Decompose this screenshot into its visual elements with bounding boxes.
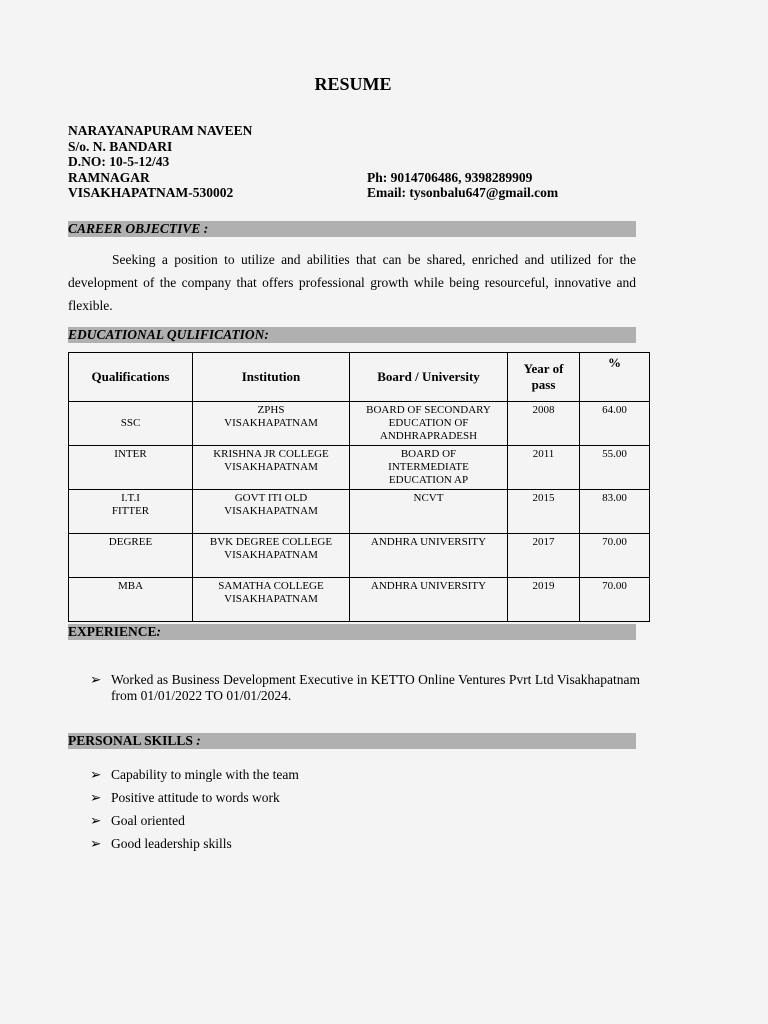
percent-cell-line: 64.00 [602,404,627,416]
institution-cell-line: KRISHNA JR COLLEGE [213,448,329,460]
board-cell-line [352,562,505,575]
qualification-cell-line: INTER [114,448,147,460]
percent-cell [580,534,650,578]
institution-cell-line: GOVT ITI OLD [234,492,308,504]
board-cell-line [352,518,505,531]
arrowhead-bullet-icon: ➢ [90,767,102,782]
experience-heading [68,624,636,640]
contact-block [68,123,636,201]
parent-name: S/o. N. BANDARI [68,138,173,154]
header-year-line2: pass [531,377,556,392]
table-row [69,446,650,490]
table-row [69,578,650,622]
phone-numbers: Ph: 9014706486, 9398289909 [367,169,533,185]
board-cell-line [352,593,505,606]
personal-skills-heading [68,733,636,749]
qualification-cell-line [71,549,190,562]
board-cell [350,534,508,578]
year-cell [508,534,580,578]
board-cell-line: EDUCATION OF [388,417,469,429]
page-title: RESUME [314,74,392,94]
year-cell-line: 2015 [532,492,555,504]
skill-item-text: Capability to mingle with the team [111,767,299,782]
institution-cell-line: VISAKHAPATNAM [224,505,318,517]
board-cell [350,490,508,534]
board-cell-line [352,549,505,562]
table-header-row [69,353,650,402]
institution-cell-line: ZPHS [257,404,285,416]
institution-cell [193,534,350,578]
board-cell-line: ANDHRA UNIVERSITY [370,536,487,548]
skill-item [90,790,640,813]
header-percent: % [580,353,650,402]
candidate-name: NARAYANAPURAM NAVEEN [68,123,253,138]
percent-cell-line: 55.00 [602,448,627,460]
qualification-cell-line: I.T.I [121,492,140,504]
table-row [69,490,650,534]
qualification-cell-line: SSC [120,417,141,429]
table-row [69,534,650,578]
experience-item-text: Worked as Business Development Executive in KETTO Online Ventures Pvrt Ltd Visakhapatnam from 01/01/2022 TO 01/01/2024. [111,672,640,703]
header-year [508,353,580,402]
year-cell [508,490,580,534]
year-cell [508,446,580,490]
institution-cell-line: BVK DEGREE COLLEGE [209,536,333,548]
year-cell [508,578,580,622]
qualification-cell-line [71,461,190,474]
board-cell-line: BOARD OF SECONDARY [366,404,491,416]
arrowhead-bullet-icon: ➢ [90,813,102,828]
education-heading: EDUCATIONAL QULIFICATION: [68,327,636,343]
career-objective-text: Seeking a position to utilize and abilities that can be shared, enriched and utilized for the development of the company that offers professional growth while being resourceful, innovative and flexible. [68,252,636,313]
qualification-cell [69,490,193,534]
door-number: D.NO: 10-5-12/43 [68,154,170,169]
percent-cell-line: 70.00 [602,580,627,592]
qualification-cell [69,402,193,446]
header-qualifications: Qualifications [69,353,193,402]
board-cell-line: BOARD OF [400,448,457,460]
qualification-cell [69,534,193,578]
skill-item-text: Positive attitude to words work [111,790,280,805]
experience-item [90,672,640,704]
institution-cell-line: SAMATHA COLLEGE [218,580,324,592]
year-cell-line: 2011 [532,448,555,460]
address-city: VISAKHAPATNAM-530002 [68,185,234,200]
skills-heading-colon: : [192,733,201,748]
percent-cell [580,446,650,490]
personal-skills-list [90,767,640,859]
institution-cell-line: VISAKHAPATNAM [224,593,318,605]
skill-item [90,767,640,790]
qualification-cell-line: MBA [117,580,144,592]
board-cell-line: ANDHRA UNIVERSITY [370,580,487,592]
board-cell [350,578,508,622]
qualification-cell-line: FITTER [111,505,150,517]
institution-cell-line: VISAKHAPATNAM [224,417,318,429]
institution-cell [193,490,350,534]
institution-cell [193,446,350,490]
year-cell-line: 2008 [532,404,555,416]
qualification-cell [69,578,193,622]
qualification-cell-line [71,593,190,606]
institution-cell [193,402,350,446]
year-cell-line: 2017 [532,536,555,548]
arrowhead-bullet-icon: ➢ [90,836,102,851]
institution-cell-line: VISAKHAPATNAM [224,461,318,473]
percent-cell [580,402,650,446]
board-cell [350,402,508,446]
board-cell [350,446,508,490]
qualification-cell-line [71,404,190,417]
skills-heading-label: PERSONAL SKILLS [68,733,193,748]
arrowhead-bullet-icon: ➢ [90,672,102,687]
skill-item-text: Good leadership skills [111,836,232,851]
board-cell-line [352,505,505,518]
board-cell-line [352,606,505,619]
experience-heading-label: EXPERIENCE [68,624,157,639]
skill-item-text: Goal oriented [111,813,185,828]
skill-item [90,836,640,859]
table-row [69,402,650,446]
board-cell-line: NCVT [413,492,444,504]
qualification-cell [69,446,193,490]
experience-heading-colon: : [156,624,162,639]
institution-cell [193,578,350,622]
percent-cell [580,490,650,534]
percent-cell-line: 83.00 [602,492,627,504]
board-cell-line: EDUCATION AP [388,474,469,486]
percent-cell-line: 70.00 [602,536,627,548]
skill-item [90,813,640,836]
header-institution: Institution [193,353,350,402]
education-table [68,352,650,622]
header-year-line1: Year of [523,361,564,376]
arrowhead-bullet-icon: ➢ [90,790,102,805]
board-cell-line: ANDHRAPRADESH [379,430,478,442]
qualification-cell-line: DEGREE [108,536,153,548]
email-address: Email: tysonbalu647@gmail.com [367,185,559,200]
header-board: Board / University [350,353,508,402]
experience-list [90,672,640,704]
institution-cell-line: VISAKHAPATNAM [224,549,318,561]
board-cell-line: INTERMEDIATE [388,461,469,473]
career-objective-heading: CAREER OBJECTIVE : [68,221,636,237]
year-cell-line: 2019 [532,580,555,592]
year-cell [508,402,580,446]
percent-cell [580,578,650,622]
address-area: RAMNAGAR [68,169,150,185]
